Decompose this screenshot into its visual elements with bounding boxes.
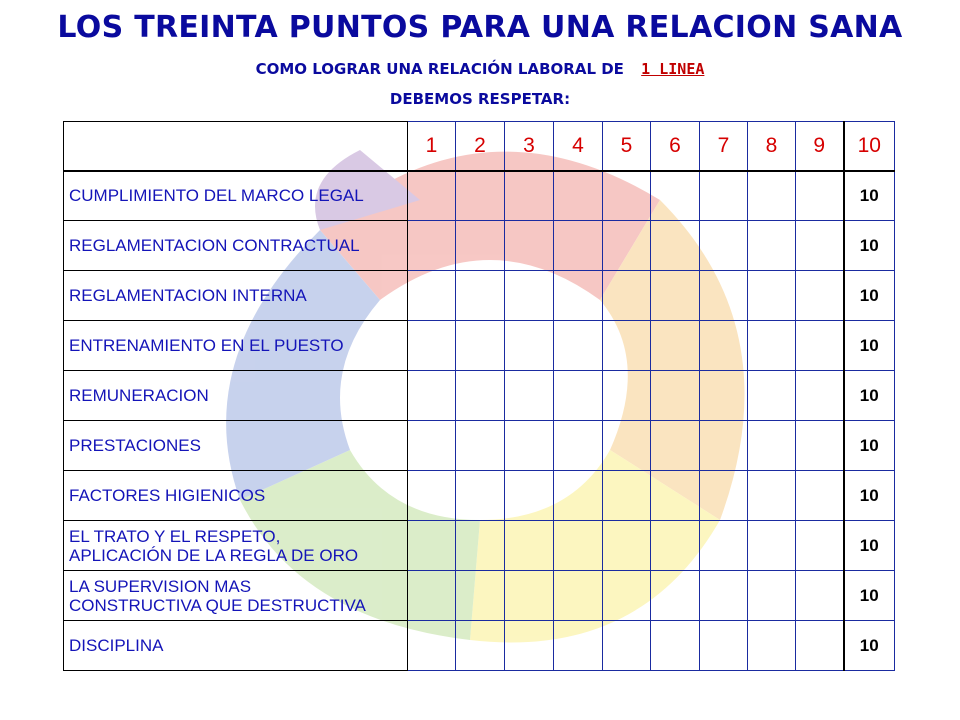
score-cell [796,571,844,621]
score-cell [748,621,796,671]
score-cell [456,171,505,221]
column-header: 10 [844,122,895,171]
score-value: 10 [844,171,895,221]
score-cell [505,221,554,271]
table-row [64,571,895,621]
row-label [64,321,408,371]
row-label [64,171,408,221]
header-blank-cell [64,122,408,171]
table-row [64,471,895,521]
score-cell [505,471,554,521]
score-cell [651,371,700,421]
score-cell [651,421,700,471]
row-label-line: DISCIPLINA [69,636,164,655]
score-cell [651,571,700,621]
row-label-line: ENTRENAMIENTO EN EL PUESTO [69,336,344,355]
score-cell [408,271,456,321]
row-label-line: REGLAMENTACION INTERNA [69,286,307,305]
column-header: 8 [748,122,796,171]
score-cell [748,271,796,321]
table-row [64,521,895,571]
score-cell [748,421,796,471]
score-cell [700,171,748,221]
column-header: 1 [408,122,456,171]
score-cell [748,571,796,621]
row-label-line: REGLAMENTACION CONTRACTUAL [69,236,360,255]
score-cell [603,521,651,571]
score-cell [651,621,700,671]
score-cell [748,221,796,271]
table-row [64,371,895,421]
row-label-line: LA SUPERVISION MAS [69,576,252,596]
score-cell [700,321,748,371]
score-cell [796,621,844,671]
score-cell [554,171,603,221]
score-cell [748,321,796,371]
score-value: 10 [844,521,895,571]
row-label [64,521,408,571]
row-label [64,471,408,521]
row-label [64,421,408,471]
score-cell [408,321,456,371]
score-cell [651,471,700,521]
score-value: 10 [844,471,895,521]
score-value: 10 [844,421,895,471]
row-label-line: EL TRATO Y EL RESPETO, [69,526,281,546]
subtitle-text: COMO LOGRAR UNA RELACIÓN LABORAL DE [255,60,624,78]
score-cell [796,271,844,321]
score-cell [796,221,844,271]
page-title: LOS TREINTA PUNTOS PARA UNA RELACION SANA [57,10,903,45]
column-header: 5 [603,122,651,171]
score-cell [456,471,505,521]
score-cell [456,221,505,271]
score-cell [603,621,651,671]
score-cell [796,371,844,421]
score-cell [554,471,603,521]
evaluation-table [63,121,895,671]
score-cell [554,271,603,321]
score-cell [748,521,796,571]
score-cell [651,171,700,221]
column-header: 9 [796,122,844,171]
table-row [64,321,895,371]
score-cell [505,421,554,471]
score-value: 10 [844,571,895,621]
score-cell [505,371,554,421]
score-cell [408,421,456,471]
score-cell [505,171,554,221]
score-cell [700,271,748,321]
score-cell [748,371,796,421]
score-cell [554,421,603,471]
score-cell [408,571,456,621]
score-cell [554,321,603,371]
score-cell [554,371,603,421]
row-label-line: CUMPLIMIENTO DEL MARCO LEGAL [69,186,364,206]
row-label-line: FACTORES HIGIENICOS [69,486,266,505]
score-cell [603,471,651,521]
score-cell [603,371,651,421]
table-header-row [64,122,895,171]
score-cell [408,221,456,271]
table-row [64,421,895,471]
table-row [64,621,895,671]
row-label [64,221,408,271]
row-label [64,571,408,621]
table-row [64,221,895,271]
score-cell [651,321,700,371]
score-cell [603,171,651,221]
subtitle-respect: DEBEMOS RESPETAR: [389,90,571,108]
row-label-line: APLICACIÓN DE LA REGLA DE ORO [69,545,359,565]
score-cell [456,621,505,671]
score-cell [456,371,505,421]
score-cell [456,321,505,371]
table-row [64,271,895,321]
table-row [64,171,895,221]
score-value: 10 [844,221,895,271]
score-cell [456,571,505,621]
column-header: 2 [456,122,505,171]
score-cell [748,471,796,521]
score-cell [700,571,748,621]
score-value: 10 [844,621,895,671]
score-cell [408,371,456,421]
score-cell [505,271,554,321]
score-cell [651,221,700,271]
score-cell [505,621,554,671]
score-cell [796,521,844,571]
score-cell [603,271,651,321]
row-label-line: PRESTACIONES [69,436,201,455]
score-value: 10 [844,321,895,371]
score-cell [456,421,505,471]
score-cell [796,321,844,371]
score-cell [554,571,603,621]
score-cell [456,521,505,571]
score-cell [651,521,700,571]
score-cell [700,521,748,571]
score-cell [505,521,554,571]
score-cell [603,321,651,371]
score-cell [700,471,748,521]
row-label-line: CONSTRUCTIVA QUE DESTRUCTIVA [69,595,366,615]
subtitle [0,60,960,78]
score-cell [408,521,456,571]
score-cell [554,521,603,571]
row-label [64,371,408,421]
score-cell [796,471,844,521]
score-cell [700,371,748,421]
score-cell [651,271,700,321]
score-cell [408,171,456,221]
score-cell [700,421,748,471]
subtitle-highlight: 1 LINEA [641,60,705,78]
score-cell [408,471,456,521]
score-cell [554,621,603,671]
score-cell [700,221,748,271]
score-cell [505,571,554,621]
score-cell [796,171,844,221]
score-cell [554,221,603,271]
score-cell [505,321,554,371]
row-label-line: REMUNERACION [69,386,209,405]
score-cell [748,171,796,221]
score-cell [796,421,844,471]
row-label [64,621,408,671]
score-cell [603,421,651,471]
column-header: 6 [651,122,700,171]
evaluation-table-body [64,122,895,671]
score-value: 10 [844,371,895,421]
score-cell [700,621,748,671]
column-header: 7 [700,122,748,171]
column-header: 4 [554,122,603,171]
score-cell [603,571,651,621]
score-cell [408,621,456,671]
row-label [64,271,408,321]
column-header: 3 [505,122,554,171]
score-value: 10 [844,271,895,321]
score-cell [603,221,651,271]
score-cell [456,271,505,321]
